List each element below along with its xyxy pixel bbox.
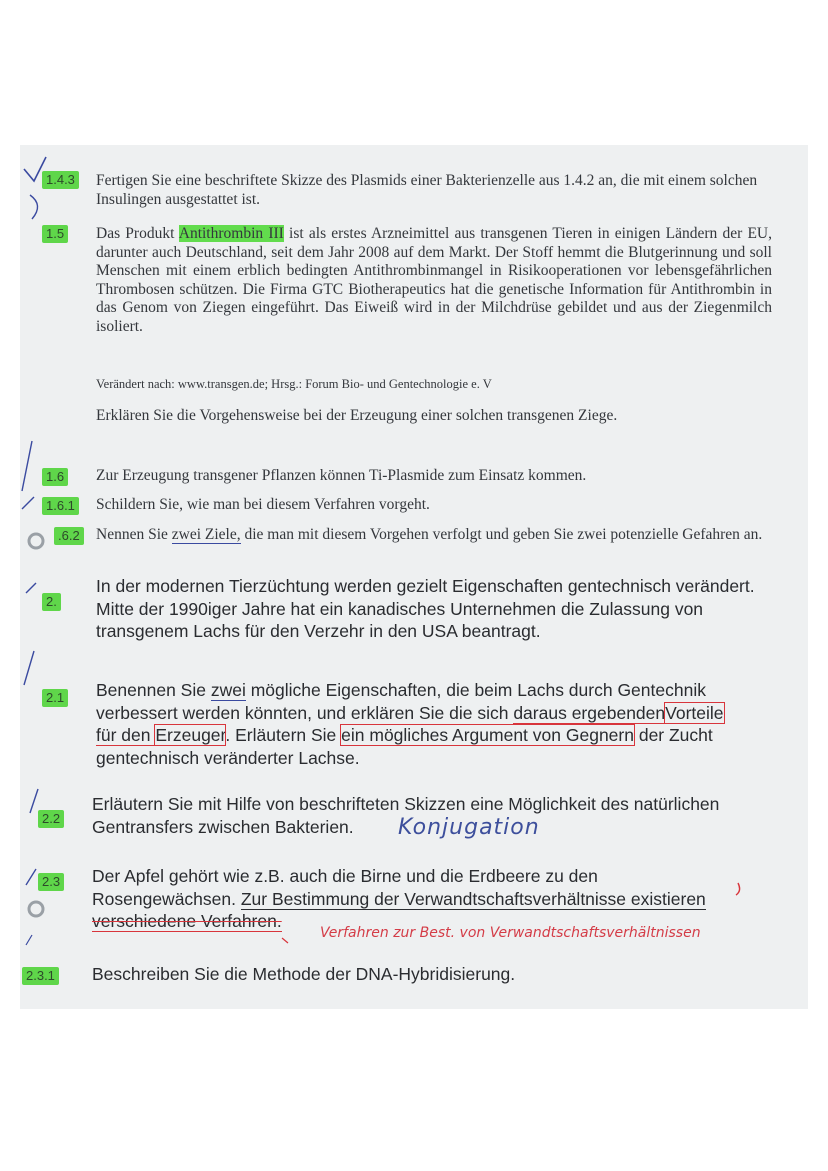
task-2-1-line-1: Benennen Sie zwei mögliche Eigenschaften, die beim Lachs durch Gentechnik bbox=[96, 680, 706, 700]
task-1-6-1: Schildern Sie, wie man bei diesem Verfahren vorgeht. bbox=[96, 496, 430, 513]
pen-stroke-icon bbox=[26, 869, 36, 885]
item-number-2-3: 2.3 bbox=[38, 873, 64, 891]
pen-stroke-icon bbox=[22, 497, 34, 509]
item-number-1-4-3: 1.4.3 bbox=[42, 171, 79, 189]
item-number-2: 2. bbox=[42, 593, 61, 611]
punch-hole-icon bbox=[29, 902, 43, 916]
crossed-out-verfahren: verschiedene Verfahren. bbox=[92, 911, 282, 931]
task-2: In der modernen Tierzüchtung werden gezielt Eigenschaften gentechnisch verändert. Mitte der 1990iger Jahre hat ein kanadisches Unternehmen die Zulassung von transgenem Lachs für den Verzehr in den USA beantragt. bbox=[96, 576, 755, 641]
underline-verwandtschaft: Zur Bestimmung der Verwandtschaftsverhältnisse existieren bbox=[240, 888, 706, 909]
handwritten-note-konjugation: Konjugation bbox=[398, 815, 540, 840]
task-2-1 bbox=[96, 679, 806, 769]
pen-stroke-icon bbox=[24, 651, 34, 685]
boxed-argument-gegnern: ein mögliches Argument von Gegnern bbox=[341, 725, 634, 745]
source-note: Verändert nach: www.transgen.de; Hrsg.: Forum Bio- und Gentechnologie e. V bbox=[96, 377, 492, 391]
task-2-3-line-1: Der Apfel gehört wie z.B. auch die Birne und die Erdbeere zu den bbox=[92, 866, 598, 886]
task-2-3-1: Beschreiben Sie die Methode der DNA-Hybridisierung. bbox=[92, 964, 516, 984]
item-number-2-1: 2.1 bbox=[42, 689, 68, 707]
task-2-2-line-2: Gentransfers zwischen Bakterien. bbox=[92, 816, 354, 837]
punch-hole-icon bbox=[29, 534, 43, 548]
task-2-1-line-4: gentechnisch veränderter Lachse. bbox=[96, 747, 360, 768]
underline-zwei: zwei bbox=[210, 680, 246, 700]
task-2-1-line-2: verbessert werden könnten, und erklären Sie die sich daraus ergebendenVorteile bbox=[96, 702, 724, 723]
pen-stroke-icon bbox=[26, 583, 36, 593]
item-number-1-6-1: 1.6.1 bbox=[42, 497, 79, 515]
pen-stroke-icon bbox=[22, 441, 32, 491]
text-fragment: ist als erstes Arzneimittel aus transgenen Tieren in einigen Ländern der EU, darunter auch Deutschland, seit dem Jahr 2008 auf dem Markt. Der Stoff hemmt die Blutgerinnung und soll Menschen mit einem erblich bedingten Antithrombinmangel in Risikooperationen vor lebensgefährlichen Thrombosen schützen. Die Firma GTC Biotherapeutics hat die genetische Information für Antithrombin in das Genom von Ziegen eingeführt. Das Eiweiß wird in der Milchdrüse gebildet und aus der Ziegenmilch isoliert. bbox=[96, 225, 772, 335]
task-1-4-3: Fertigen Sie eine beschriftete Skizze des Plasmids einer Bakterienzelle aus 1.4.2 an, die mit einem solchen Insulingen ausgestattet ist. bbox=[96, 172, 758, 208]
task-2-3 bbox=[92, 865, 802, 933]
underline-zwei-ziele: zwei Ziele, bbox=[171, 526, 241, 543]
item-number-1-6-2: .6.2 bbox=[54, 527, 84, 545]
text-fragment: Das Produkt bbox=[96, 225, 179, 242]
boxed-erzeuger: Erzeuger bbox=[155, 725, 226, 745]
highlight-antithrombin: Antithrombin III bbox=[178, 225, 284, 242]
item-number-2-3-1: 2.3.1 bbox=[22, 967, 59, 985]
task-1-5-text bbox=[96, 225, 772, 336]
task-2-1-line-3: für den Erzeuger. Erläutern Sie ein mögliches Argument von Gegnern der Zucht bbox=[96, 725, 713, 745]
item-number-2-2: 2.2 bbox=[38, 810, 64, 828]
text-fragment: Nennen Sie bbox=[96, 526, 172, 543]
pen-stroke-icon bbox=[30, 789, 38, 813]
document-page bbox=[20, 145, 808, 1009]
item-number-1-6: 1.6 bbox=[42, 468, 68, 486]
task-1-5-instruction: Erklären Sie die Vorgehensweise bei der Erzeugung einer solchen transgenen Ziege. bbox=[96, 407, 618, 424]
item-number-1-5: 1.5 bbox=[42, 225, 68, 243]
pen-stroke-icon bbox=[26, 935, 32, 945]
bracket-mark-icon bbox=[30, 195, 38, 219]
text-fragment: die man mit diesem Vorgehen verfolgt und geben Sie zwei potenzielle Gefahren an. bbox=[240, 526, 763, 543]
boxed-vorteile: Vorteile bbox=[665, 702, 724, 723]
task-1-6: Zur Erzeugung transgener Pflanzen können Ti-Plasmide zum Einsatz kommen. bbox=[96, 467, 587, 484]
task-2-2-line-1: Erläutern Sie mit Hilfe von beschrifteten Skizzen eine Möglichkeit des natürlichen bbox=[92, 794, 720, 814]
task-2-3-line-2: Rosengewächsen. Zur Bestimmung der Verwandtschaftsverhältnisse existieren bbox=[92, 888, 706, 909]
handwritten-note-verfahren: Verfahren zur Best. von Verwandtschaftsverhältnissen bbox=[320, 925, 701, 941]
task-1-6-2 bbox=[96, 526, 772, 545]
underline-daraus: daraus ergebenden bbox=[513, 702, 666, 723]
